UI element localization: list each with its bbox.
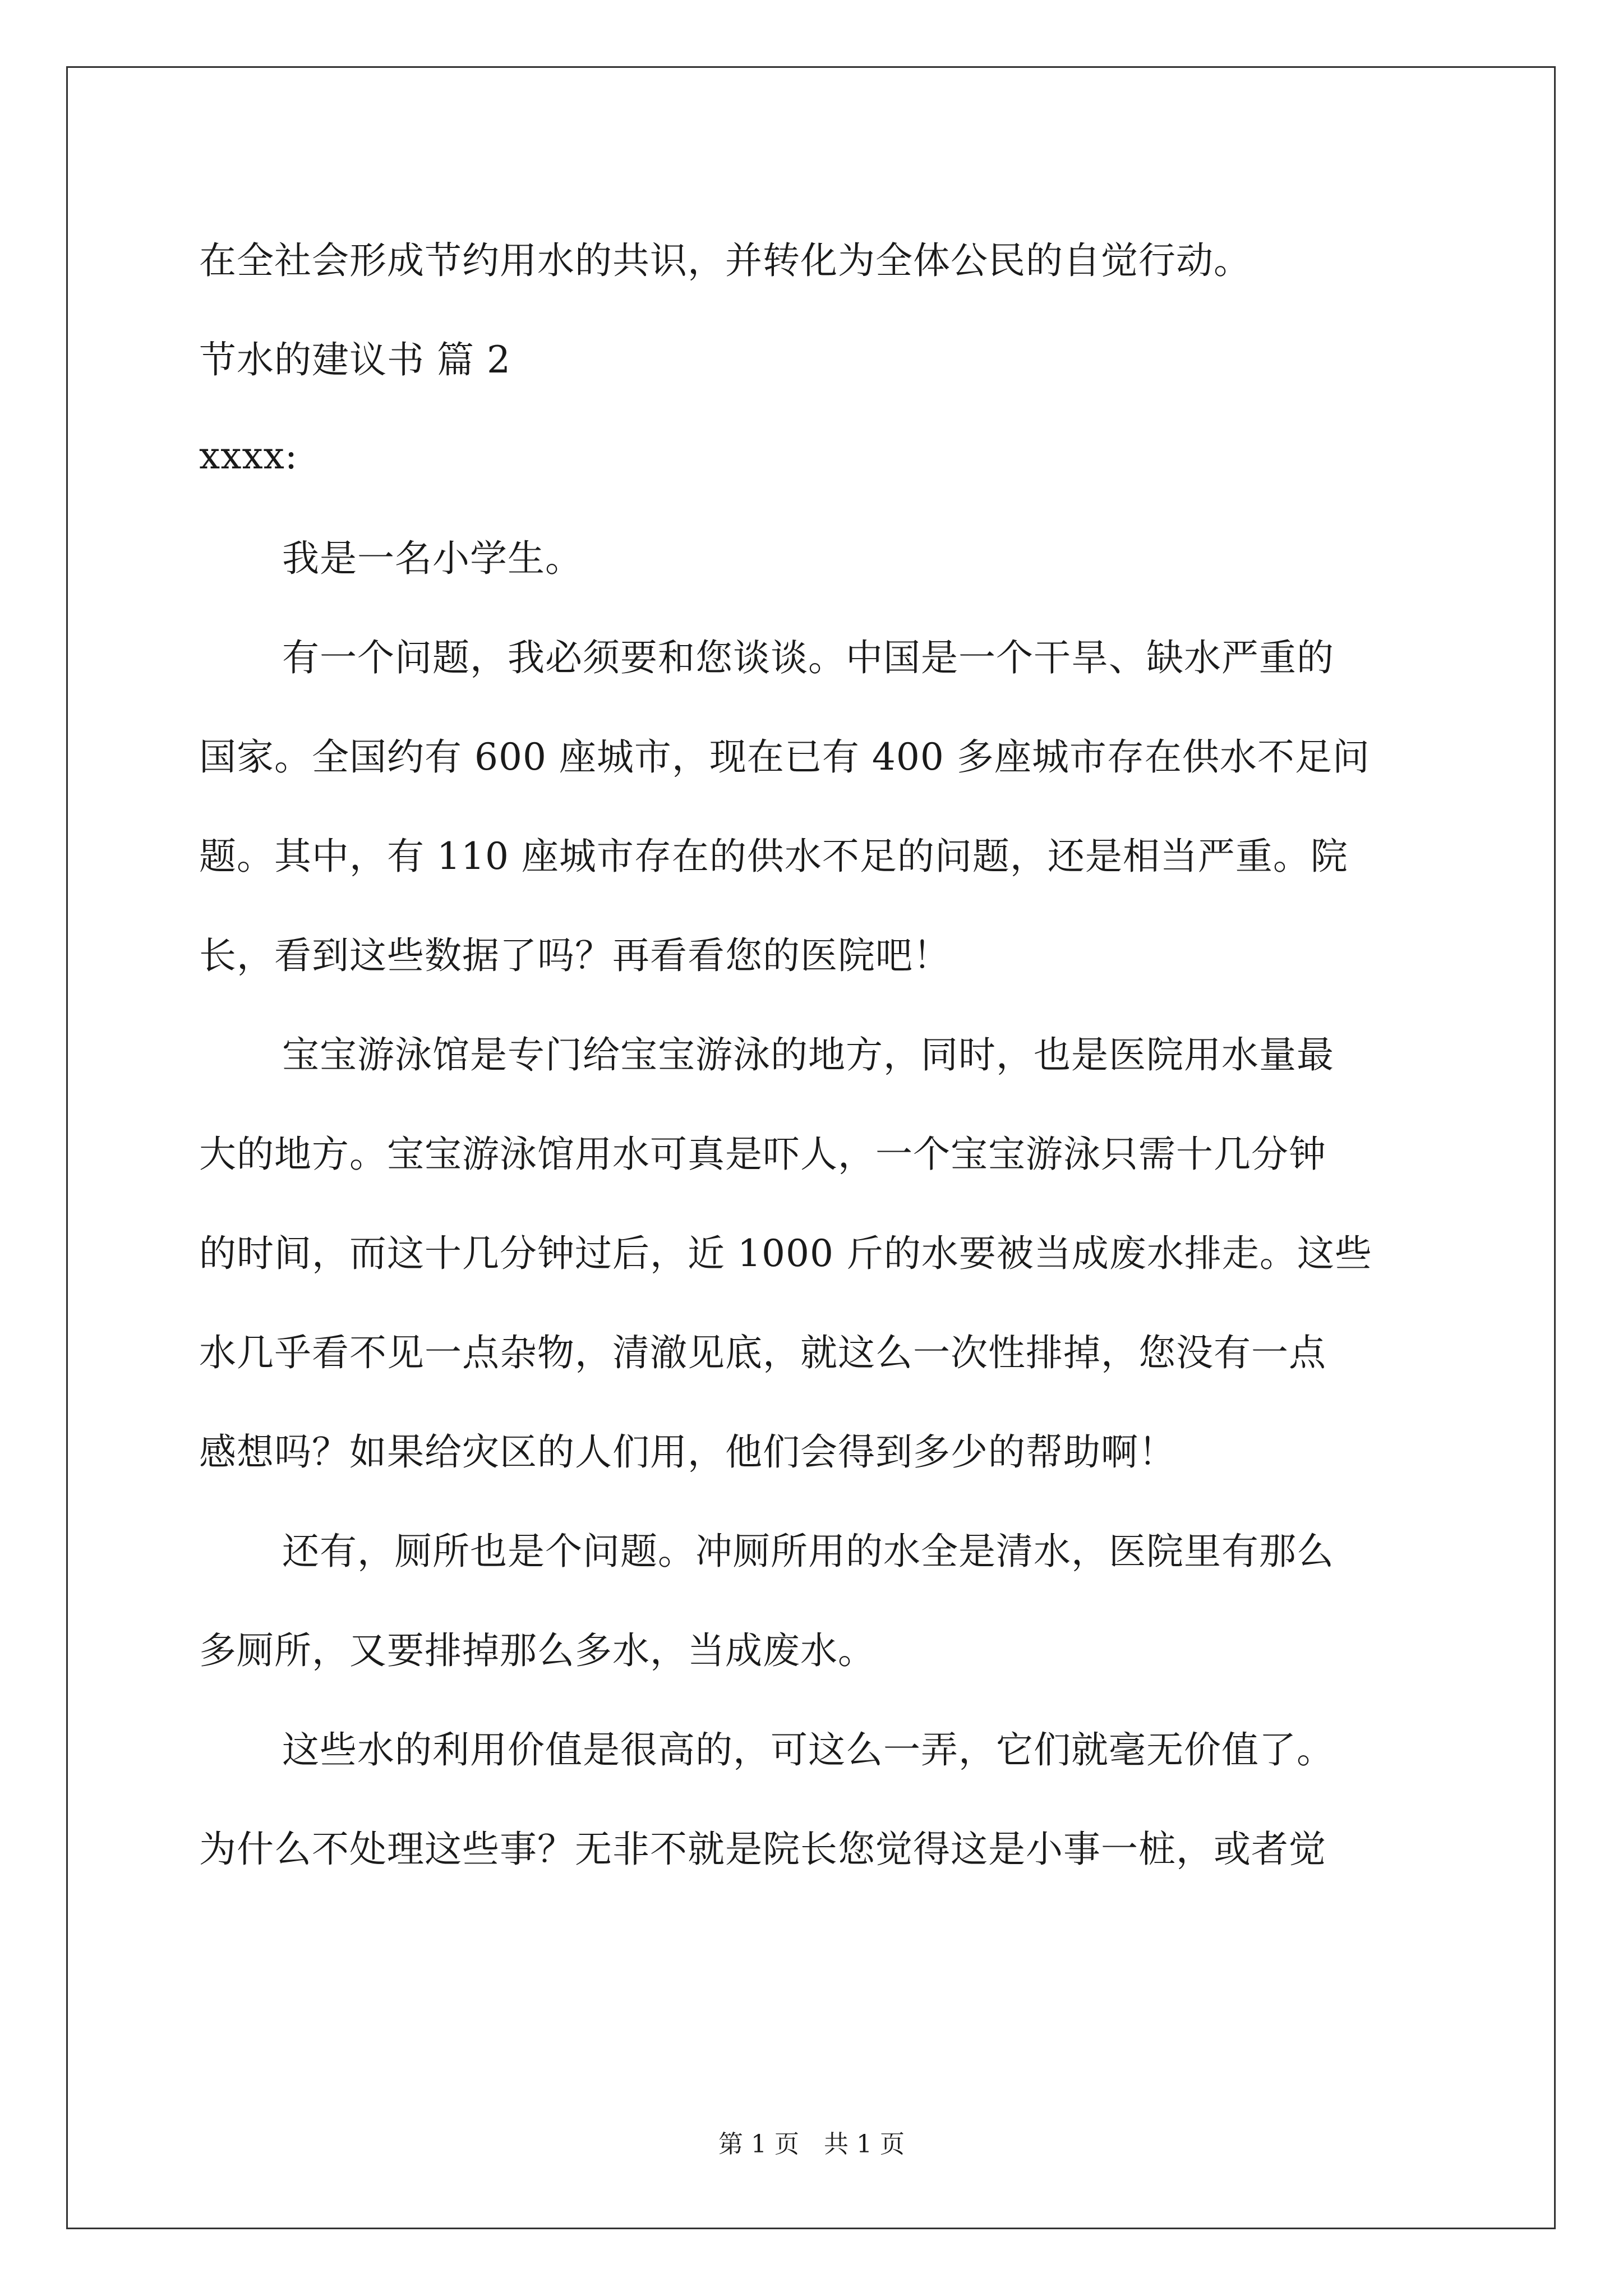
text-line: 在全社会形成节约用水的共识，并转化为全体公民的自觉行动。 [199,239,1251,282]
text-line: 的时间，而这十几分钟过后，近 1000 斤的水要被当成废水排走。这些 [199,1232,1372,1275]
text-line: 长，看到这些数据了吗？再看看您的医院吧！ [199,934,951,977]
text-line: 国家。全国约有 600 座城市，现在已有 400 多座城市存在供水不足问 [199,735,1370,779]
paragraph-line: 这些水的利用价值是很高的，可这么一弄，它们就毫无价值了。 [282,1728,1334,1772]
paragraph-line: 我是一名小学生。 [282,537,583,580]
text-line: 水几乎看不见一点杂物，清澈见底，就这么一次性排掉，您没有一点 [199,1331,1326,1374]
text-line: 题。其中，有 110 座城市存在的供水不足的问题，还是相当严重。院 [199,835,1348,878]
paragraph-line: 有一个问题，我必须要和您谈谈。中国是一个干旱、缺水严重的 [282,636,1334,679]
salutation: xxxx: [199,434,298,477]
page-footer: 第 1 页 共 1 页 [718,2130,905,2159]
document-body [199,208,1422,1895]
paragraph-line: 宝宝游泳馆是专门给宝宝游泳的地方，同时，也是医院用水量最 [282,1033,1334,1076]
text-line: 多厕所，又要排掉那么多水，当成废水。 [199,1629,875,1672]
paragraph-line: 还有，厕所也是个问题。冲厕所用的水全是清水，医院里有那么 [282,1530,1334,1573]
text-line: 为什么不处理这些事？无非不就是院长您觉得这是小事一桩，或者觉 [199,1828,1326,1871]
text-line: 感想吗？如果给灾区的人们用，他们会得到多少的帮助啊！ [199,1430,1176,1474]
section-heading: 节水的建议书 篇 2 [199,338,511,381]
text-line: 大的地方。宝宝游泳馆用水可真是吓人，一个宝宝游泳只需十几分钟 [199,1133,1326,1176]
